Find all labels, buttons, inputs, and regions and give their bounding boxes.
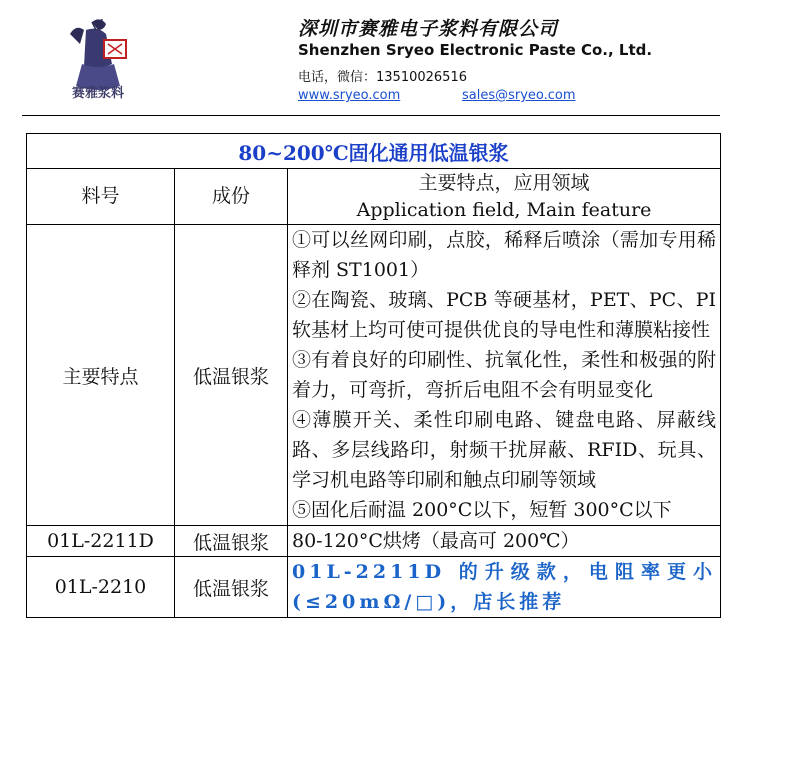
- component: 低温银浆: [175, 526, 288, 557]
- table-row: [27, 557, 721, 618]
- document-header: [0, 0, 790, 120]
- contact-phone: 电话，微信：13510026516: [298, 70, 467, 85]
- component: 低温银浆: [175, 557, 288, 618]
- header-features-cn: 主要特点，应用领域: [418, 171, 590, 194]
- feature-point: ①可以丝网印刷，点胶，稀释后喷涂（需加专用稀释剂 ST1001）: [292, 229, 717, 281]
- feature-row-label: 主要特点: [27, 225, 175, 526]
- table-header-row: [27, 169, 721, 225]
- feature-point: ⑤固化后耐温 200°C以下，短暂 300°C以下: [292, 499, 672, 521]
- header-features-en: Application field, Main feature: [356, 198, 652, 221]
- feature-point: ④薄膜开关、柔性印刷电路、键盘电路、屏蔽线路、多层线路印，射频干扰屏蔽、RFID、玩具、学习机电路等印刷和触点印刷等领域: [292, 409, 717, 491]
- feature-text: 80-120°C烘烤（最高可 200℃）: [288, 526, 721, 557]
- header-component: 成份: [175, 169, 288, 225]
- header-features: [288, 169, 721, 225]
- header-divider: [22, 115, 720, 116]
- feature-list: [288, 225, 721, 526]
- feature-point: ③有着良好的印刷性、抗氧化性，柔性和极强的附着力，可弯折，弯折后电阻不会有明显变化: [292, 349, 717, 401]
- logo-caption: 赛雅浆料: [71, 86, 124, 101]
- company-name-english: Shenzhen Sryeo Electronic Paste Co., Ltd.: [298, 41, 653, 59]
- feature-point: ②在陶瓷、玻璃、PCB 等硬基材，PET、PC、PI 软基材上均可使可提供优良的导电性和薄膜粘接性: [292, 289, 717, 341]
- part-number: 01L-2211D: [27, 526, 175, 557]
- company-name-chinese: 深圳市赛雅电子浆料有限公司: [298, 18, 559, 40]
- feature-text-highlight: 01L-2211D 的升级款，电阻率更小(≤20mΩ/□)，店长推荐: [288, 557, 721, 618]
- table-title: 80~200℃固化通用低温银浆: [27, 134, 721, 169]
- table-row: [27, 526, 721, 557]
- part-number: 01L-2210: [27, 557, 175, 618]
- header-part-number: 料号: [27, 169, 175, 225]
- product-spec-table: [26, 133, 721, 618]
- email-link[interactable]: sales@sryeo.com: [462, 88, 576, 103]
- feature-row-component: 低温银浆: [175, 225, 288, 526]
- website-link[interactable]: www.sryeo.com: [298, 88, 401, 103]
- table-row: [27, 225, 721, 526]
- table-title-row: [27, 134, 721, 169]
